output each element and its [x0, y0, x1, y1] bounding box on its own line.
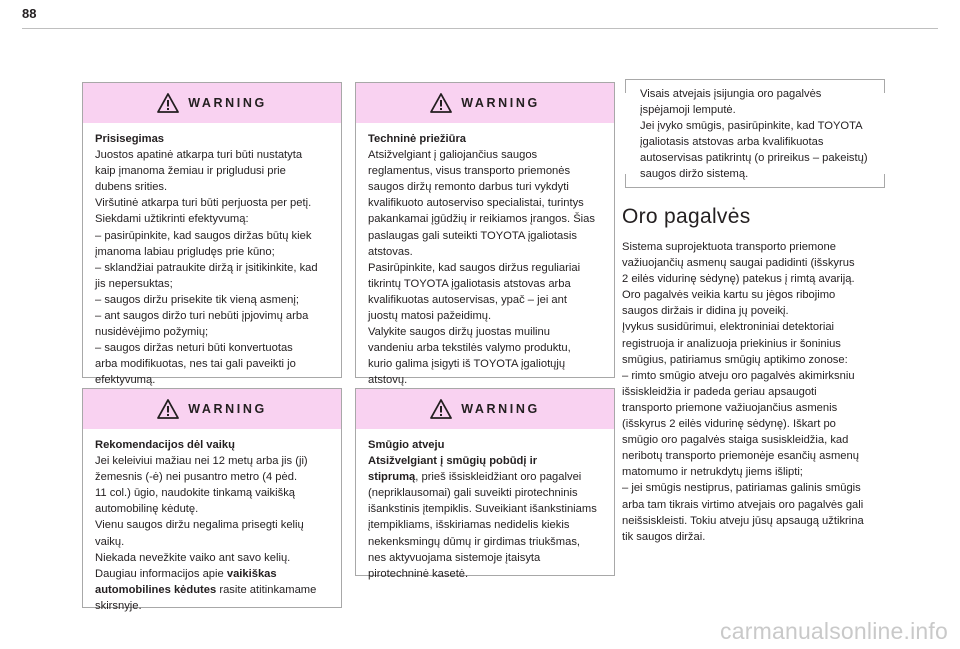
text-line: nes aktyvuojama sistemoje įtaisyta — [368, 551, 541, 564]
text-line: Visais atvejais įsijungia oro pagalvės — [640, 88, 822, 100]
warning-box-impact — [355, 388, 615, 580]
text-line: atstovų. — [368, 374, 408, 387]
text-line: kvalifikuotas autoservisas, ypač – jei ant — [368, 293, 567, 306]
text-line: skirsnyje. — [95, 599, 142, 612]
text-line: smūgio oro pagalvės staiga susiskleidžia, kad — [622, 434, 849, 447]
text-line: – rimto smūgio atveju oro pagalvės akimirksniu — [622, 369, 855, 382]
warning-header — [83, 389, 341, 429]
warning-triangle-icon — [157, 399, 179, 419]
text-line: transporto priemone važiuojančius asmenis — [622, 401, 838, 414]
text-line: registruoja ir analizuoja priekinius ir šoninius — [622, 337, 841, 350]
text-line: – pasirūpinkite, kad saugos diržas būtų kiek — [95, 229, 312, 242]
text-line: Valykite saugos diržų juostas muilinu — [368, 326, 550, 339]
text-line: – saugos diržu prisekite tik vieną asmenį; — [95, 293, 299, 306]
text-line: išsiskleidžia ir padeda geriau apsaugoti — [622, 385, 817, 398]
warning-title: WARNING — [461, 96, 540, 110]
text-line: (išskyrus 2 eilės vidurinę sėdynę). Iškart po — [622, 418, 836, 431]
text-line: autoservisas patikrintų (o prireikus – pakeistų) — [640, 152, 868, 165]
text-line: Oro pagalvės veikia kartu su jėgos ribojimo — [622, 289, 836, 302]
text-line: – saugos diržas neturi būti konvertuotas — [95, 342, 293, 355]
bold-reference: automobilines kėdutes — [95, 583, 217, 596]
text-line: vaikų. — [95, 535, 125, 548]
text-line: Sistema suprojektuota transporto priemone — [622, 241, 836, 253]
warning-body — [356, 123, 614, 397]
text-line: reglamentus, visus transporto priemonės — [368, 165, 571, 178]
text-line: Viršutinė atkarpa turi būti perjuosta per petį. — [95, 197, 312, 210]
text-line: arba tam tikrais virtimo atvejais oro pagalvės gali — [622, 498, 864, 511]
text-line: Niekada nevežkite vaiko ant savo kelių. — [95, 551, 291, 564]
text-line: 2 eilės vidurinę sėdynę) patekus į rimtą avariją. — [622, 273, 855, 286]
text-line: kvalifikuoto autoserviso specialistai, turintys — [368, 197, 584, 210]
text-line: – sklandžiai patraukite diržą ir įsitikinkite, kad — [95, 261, 318, 274]
text-line: tik saugos diržai. — [622, 530, 706, 543]
info-box-corner — [625, 174, 626, 188]
info-box — [625, 79, 885, 188]
text-line: – jei smūgis nestiprus, patiriamas galinis smūgis — [622, 482, 861, 495]
text-line: Siekdami užtikrinti efektyvumą: — [95, 213, 249, 226]
warning-box-maintenance — [355, 82, 615, 387]
warning-subtitle: Techninė priežiūra — [368, 133, 467, 145]
text-line: Atsižvelgiant į smūgių pobūdį ir — [368, 455, 538, 468]
text-line: automobilinę kėdutę. — [95, 503, 199, 516]
text-fragment: , prieš išsiskleidžiant oro pagalvei — [415, 471, 582, 484]
top-divider — [22, 28, 938, 29]
warning-body — [356, 429, 614, 590]
text-line: jis nepersuktas; — [95, 277, 173, 290]
text-line: juostų matosi pažeidimų. — [368, 310, 492, 323]
section-body — [622, 239, 892, 545]
warning-box-seatbelt — [82, 82, 342, 387]
text-line: neribotų transporto priemonėje esančių asmenų — [622, 450, 859, 463]
warning-subtitle: Smūgio atveju — [368, 439, 445, 451]
text-line: – ant saugos diržo turi nebūti įpjovimų arba — [95, 310, 309, 323]
text-line: Jei keleiviui mažiau nei 12 metų arba jis (ji) — [95, 455, 308, 468]
watermark[interactable]: carmanualsonline.info — [720, 618, 948, 644]
warning-box-children — [82, 388, 342, 612]
warning-header — [83, 83, 341, 123]
text-line: tikrintų TOYOTA įgaliotasis atstovas arba — [368, 277, 571, 290]
text-line: smūgius, patiriamus smūgių aptikimo zonose: — [622, 353, 848, 366]
section-title: Oro pagalvės — [622, 205, 751, 228]
info-box-corner — [884, 174, 885, 188]
text-line: matomumo ir netrukdytų jiems išlipti; — [622, 466, 803, 479]
bold-fragment: stiprumą — [368, 471, 416, 484]
text-line: (nepriklausomai) gali suveikti pirotechninis — [368, 487, 578, 500]
text-line: pakankamai įgūdžių ir reikiamos įrangos. Šias — [368, 213, 595, 226]
text-line: įmanoma labiau prigludęs prie kūno; — [95, 245, 275, 258]
warning-title: WARNING — [461, 402, 540, 416]
warning-header — [356, 389, 614, 429]
text-line: įtempikliams, išskiriamas nedidelis kiekis — [368, 519, 570, 532]
text-line: nekenksmingų dūmų ir girdimas triukšmas, — [368, 535, 581, 548]
text-fragment: Daugiau informacijos apie — [95, 567, 227, 580]
text-line: paslaugas gali suteikti TOYOTA įgaliotasis — [368, 229, 577, 242]
text-line: 11 col.) ūgio, naudokite tinkamą vaikišką — [95, 487, 296, 500]
text-line — [368, 469, 602, 485]
text-line — [95, 582, 329, 598]
text-line: Atsižvelgiant į galiojančius saugos — [368, 149, 538, 162]
text-line: atstovas. — [368, 245, 413, 258]
bold-reference: vaikiškas — [226, 567, 277, 580]
warning-header — [356, 83, 614, 123]
warning-subtitle: Rekomendacijos dėl vaikų — [95, 439, 235, 451]
warning-triangle-icon — [430, 93, 452, 113]
warning-title: WARNING — [188, 96, 267, 110]
text-line: žemesnis (-ė) nei pusantro metro (4 pėd. — [95, 471, 298, 484]
text-fragment: rasite atitinkamame — [216, 583, 317, 596]
text-line: kaip įmanoma žemiau ir prigludusi prie — [95, 165, 286, 178]
text-line: kurio galima įsigyti iš TOYOTA įgaliotųjų — [368, 358, 566, 371]
text-line: nusidėvėjimo požymių; — [95, 326, 209, 339]
text-line: įspėjamoji lemputė. — [640, 104, 736, 117]
text-line: Pasirūpinkite, kad saugos diržus reguliariai — [368, 261, 581, 274]
text-line: neišsiskleisti. Tokiu atveju jūsų apsaugą užtikrina — [622, 514, 864, 527]
text-line: Įvykus susidūrimui, elektroniniai detektoriai — [622, 321, 835, 334]
text-line: važiuojančių asmenų saugai padidinti (išskyrus — [622, 257, 855, 270]
text-line: efektyvumą. — [95, 374, 156, 387]
text-line: dubens srities. — [95, 181, 168, 194]
text-line: vandeniu arba tekstilės valymo produktu, — [368, 342, 571, 355]
text-line: įgaliotasis atstovas arba kvalifikuotas — [640, 136, 824, 149]
warning-triangle-icon — [430, 399, 452, 419]
text-line: saugos diržo sistemą. — [640, 168, 749, 181]
text-line: Vienu saugos diržu negalima prisegti kelių — [95, 519, 304, 532]
text-line: išankstinis įtempiklis. Suveikiant išankstiniams — [368, 503, 597, 516]
text-line — [95, 566, 329, 582]
text-line: arba modifikuotas, nes tai gali paveikti jo — [95, 358, 296, 371]
text-line: saugos diržais ir didina jų poveikį. — [622, 305, 789, 318]
warning-triangle-icon — [157, 93, 179, 113]
warning-body — [83, 429, 341, 622]
text-line: Juostos apatinė atkarpa turi būti nustatyta — [95, 149, 303, 162]
text-line: Jei įvyko smūgis, pasirūpinkite, kad TOYOTA — [640, 120, 863, 133]
text-line: saugos diržų remonto darbus turi vykdyti — [368, 181, 569, 194]
text-line: pirotechninė kasetė. — [368, 567, 469, 580]
page-number: 88 — [22, 6, 37, 21]
warning-subtitle: Prisisegimas — [95, 133, 165, 145]
warning-body — [83, 123, 341, 397]
warning-title: WARNING — [188, 402, 267, 416]
